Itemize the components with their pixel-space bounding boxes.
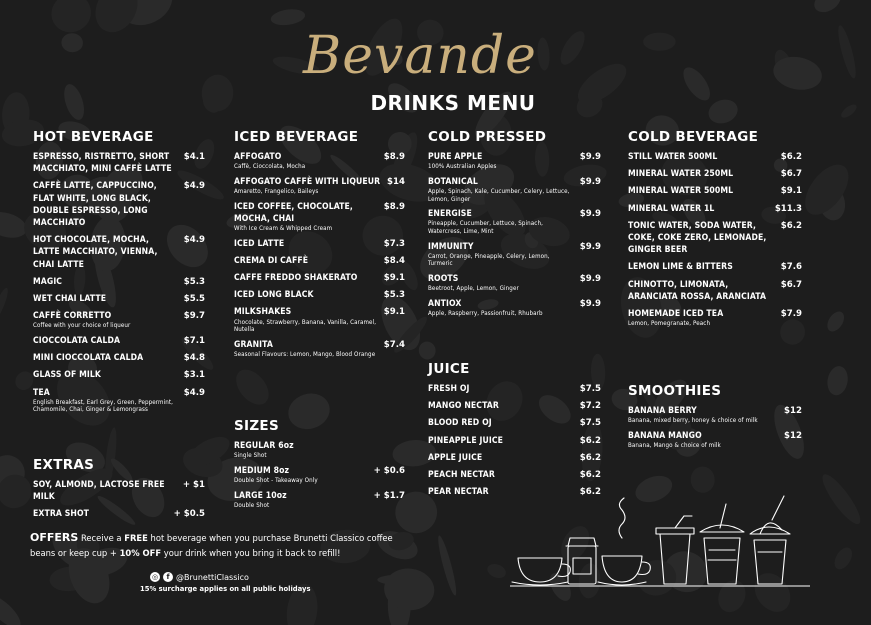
menu-item-text bbox=[234, 306, 378, 333]
menu-item bbox=[33, 479, 205, 503]
menu-item-price: $11.3 bbox=[774, 203, 802, 214]
menu-item-name: TEA bbox=[33, 387, 50, 398]
menu-item bbox=[628, 405, 802, 425]
section-heading: SMOOTHIES bbox=[628, 383, 722, 399]
terrazzo-chip bbox=[60, 82, 88, 123]
terrazzo-chip bbox=[831, 544, 856, 572]
terrazzo-chip bbox=[230, 363, 276, 410]
menu-item-name: EXTRA SHOT bbox=[33, 509, 90, 520]
menu-item-text bbox=[33, 276, 62, 288]
menu-item-name: WET CHAI LATTE bbox=[33, 294, 107, 305]
menu-item-price: $6.7 bbox=[780, 169, 802, 180]
menu-item-price: $7.6 bbox=[780, 262, 802, 273]
menu-item-price: $6.2 bbox=[579, 435, 601, 446]
section-heading: ICED BEVERAGE bbox=[234, 129, 359, 145]
menu-item bbox=[628, 279, 802, 303]
menu-item-price: $9.7 bbox=[183, 311, 205, 322]
terrazzo-chip bbox=[678, 63, 715, 105]
menu-item-name: MINI CIOCCOLATA CALDA bbox=[33, 353, 144, 364]
menu-item bbox=[33, 293, 205, 305]
menu-item-text bbox=[428, 176, 574, 203]
menu-item bbox=[33, 151, 205, 175]
menu-item-price: $7.4 bbox=[383, 339, 405, 350]
instagram-icon: ◎ bbox=[151, 573, 159, 581]
menu-item bbox=[234, 490, 405, 510]
terrazzo-chip bbox=[417, 340, 437, 361]
menu-item-description: Carrot, Orange, Pineapple, Celery, Lemon, Turmeric bbox=[428, 252, 550, 268]
menu-item-name: ICED COFFEE, CHOCOLATE, MOCHA, CHAI bbox=[234, 201, 353, 224]
menu-item bbox=[428, 417, 601, 429]
menu-item-description: Single Shot bbox=[234, 452, 267, 460]
menu-item bbox=[234, 339, 405, 359]
menu-item-price: $6.2 bbox=[579, 470, 601, 481]
menu-item-text bbox=[33, 387, 178, 414]
menu-item bbox=[234, 255, 405, 267]
menu-item-text bbox=[628, 203, 714, 215]
menu-item-name: AFFOGATO CAFFÈ WITH LIQUEUR bbox=[234, 176, 381, 187]
menu-item-name: TONIC WATER, SODA WATER, COKE, COKE ZERO, LEMONADE, GINGER BEER bbox=[628, 220, 767, 256]
menu-item-description: English Breakfast, Earl Grey, Green, Peppermint, Chamomile, Chai, Ginger & Lemongrass bbox=[33, 398, 173, 414]
menu-item-text bbox=[628, 261, 733, 273]
menu-item-text bbox=[33, 310, 130, 330]
menu-item-price: $12 bbox=[784, 406, 802, 416]
section-heading: HOT BEVERAGE bbox=[33, 129, 154, 145]
menu-item-name: BLOOD RED OJ bbox=[428, 418, 492, 429]
menu-item-name: PEACH NECTAR bbox=[428, 470, 495, 481]
facebook-icon: f bbox=[163, 572, 173, 582]
extras-section bbox=[33, 457, 205, 526]
menu-item-price: $5.3 bbox=[183, 276, 205, 287]
menu-item-text bbox=[428, 241, 574, 268]
menu-item bbox=[428, 241, 601, 268]
terrazzo-chip bbox=[824, 309, 848, 335]
menu-item-price: $5.5 bbox=[183, 294, 205, 305]
section-heading: SIZES bbox=[234, 418, 279, 434]
menu-item-name: AFFOGATO bbox=[234, 152, 282, 162]
menu-item-name: LARGE 10oz bbox=[234, 490, 287, 501]
menu-item-name: MANGO NECTAR bbox=[428, 401, 499, 412]
menu-item bbox=[33, 387, 205, 414]
menu-item-name: HOMEMADE ICED TEA bbox=[628, 309, 724, 320]
terrazzo-chip bbox=[0, 590, 25, 625]
menu-item bbox=[234, 289, 405, 301]
menu-item-name: CAFFE FREDDO SHAKERATO bbox=[234, 273, 358, 283]
menu-item-price: $9.9 bbox=[579, 241, 601, 252]
menu-item-price: $9.9 bbox=[579, 298, 601, 309]
menu-item-name: BANANA BERRY bbox=[628, 406, 697, 416]
menu-item-name: ENERGISE bbox=[428, 209, 472, 220]
menu-item-text bbox=[234, 238, 284, 250]
menu-item-name: ANTIOX bbox=[428, 298, 462, 309]
social-handle-text: @BrunettiClassico bbox=[176, 572, 249, 582]
menu-item-price: $9.1 bbox=[383, 307, 405, 318]
menu-item-name: CREMA DI CAFFÈ bbox=[234, 255, 309, 266]
terrazzo-chip bbox=[839, 102, 859, 120]
menu-item bbox=[428, 452, 601, 464]
offers-free: FREE bbox=[124, 533, 148, 543]
menu-item bbox=[428, 383, 601, 395]
menu-item-description: Seasonal Flavours: Lemon, Mango, Blood Orange bbox=[234, 351, 376, 358]
terrazzo-chip bbox=[817, 470, 866, 528]
section-heading: EXTRAS bbox=[33, 457, 95, 473]
menu-item bbox=[628, 220, 802, 257]
menu-item-name: APPLE JUICE bbox=[428, 452, 483, 463]
menu-item-text bbox=[628, 185, 733, 197]
menu-item-text bbox=[234, 272, 357, 284]
menu-item-description: Coffee with your choice of liqueur bbox=[33, 322, 131, 330]
menu-item-text bbox=[33, 352, 143, 364]
menu-item-description: With Ice Cream & Whipped Cream bbox=[234, 225, 333, 232]
menu-item bbox=[234, 238, 405, 250]
menu-item-text bbox=[234, 151, 305, 171]
menu-item bbox=[234, 440, 405, 460]
menu-item-text bbox=[428, 151, 497, 171]
menu-item-price: $6.2 bbox=[579, 452, 601, 463]
menu-item-description: Apple, Raspberry, Passionfruit, Rhubarb bbox=[428, 309, 543, 317]
menu-item-name: FRESH OJ bbox=[428, 384, 470, 394]
menu-item-price: $6.7 bbox=[780, 279, 802, 290]
menu-item-text bbox=[33, 234, 178, 271]
cold-pressed-section bbox=[428, 129, 601, 323]
offers-text-1: Receive a bbox=[78, 533, 125, 543]
menu-item-name: MILKSHAKES bbox=[234, 307, 292, 318]
menu-item-description: Caffè, Cioccolata, Mocha bbox=[234, 163, 306, 171]
menu-item-description: Banana, Mango & choice of milk bbox=[628, 442, 721, 449]
menu-item-name: CHINOTTO, LIMONATA, ARANCIATA ROSSA, ARANCIATA bbox=[628, 279, 767, 302]
menu-item-text bbox=[628, 430, 721, 450]
smoothies-section bbox=[628, 383, 802, 455]
menu-item-description: Lemon, Pomegranate, Peach bbox=[628, 320, 711, 328]
menu-item bbox=[33, 234, 205, 271]
menu-item-name: PEAR NECTAR bbox=[428, 487, 489, 498]
menu-item bbox=[428, 298, 601, 318]
menu-item-name: CIOCCOLATA CALDA bbox=[33, 336, 121, 347]
menu-item-text bbox=[628, 220, 775, 257]
menu-item-text bbox=[428, 435, 503, 447]
menu-item-name: GRANITA bbox=[234, 339, 273, 350]
menu-item-price: + $1.7 bbox=[373, 490, 405, 501]
menu-item-name: HOT CHOCOLATE, MOCHA, LATTE MACCHIATO, VIENNA, CHAI LATTE bbox=[33, 235, 158, 270]
menu-item-description: Banana, mixed berry, honey & choice of milk bbox=[628, 417, 758, 425]
menu-item-description: 100% Australian Apples bbox=[428, 163, 497, 171]
menu-item bbox=[33, 352, 205, 364]
menu-item-name: REGULAR 6oz bbox=[234, 441, 294, 451]
section-heading: COLD BEVERAGE bbox=[628, 129, 759, 145]
cold-beverage-section bbox=[628, 129, 802, 333]
menu-item bbox=[628, 151, 802, 163]
sizes-section bbox=[234, 418, 405, 514]
terrazzo-chip bbox=[556, 27, 590, 68]
hot-beverage-section bbox=[33, 129, 205, 419]
menu-item-text bbox=[33, 293, 106, 305]
menu-item bbox=[33, 276, 205, 288]
menu-item bbox=[628, 203, 802, 215]
menu-item-price: $7.5 bbox=[579, 384, 601, 394]
menu-item-text bbox=[234, 339, 375, 359]
menu-item-price: + $0.5 bbox=[173, 509, 205, 520]
terrazzo-chip bbox=[485, 561, 508, 580]
menu-item-name: CAFFÈ CORRETTO bbox=[33, 311, 112, 322]
menu-item-description: Amaretto, Frangelico, Baileys bbox=[234, 188, 319, 195]
menu-item-price: + $1 bbox=[182, 480, 205, 490]
menu-item-name: MINERAL WATER 500ML bbox=[628, 186, 734, 197]
menu-item bbox=[33, 335, 205, 347]
menu-item-name: BOTANICAL bbox=[428, 176, 478, 187]
offers-discount: 10% OFF bbox=[119, 548, 162, 558]
menu-item bbox=[234, 201, 405, 233]
menu-item-price: $8.9 bbox=[383, 201, 405, 212]
menu-item-price: $7.1 bbox=[183, 336, 205, 347]
surcharge-note: 15% surcharge applies on all public holidays bbox=[140, 585, 311, 593]
menu-title-script: Bevande bbox=[303, 26, 537, 86]
menu-item-name: ROOTS bbox=[428, 273, 459, 284]
section-heading: COLD PRESSED bbox=[428, 129, 547, 145]
menu-item-text bbox=[428, 417, 492, 429]
menu-item bbox=[628, 261, 802, 273]
terrazzo-chip bbox=[61, 32, 84, 53]
menu-item-description: Chocolate, Strawberry, Banana, Vanilla, Caramel, Nutella bbox=[234, 318, 377, 334]
menu-item bbox=[33, 369, 205, 381]
menu-item-text bbox=[234, 465, 318, 485]
menu-item-price: $9.9 bbox=[579, 273, 601, 284]
menu-item bbox=[234, 176, 405, 196]
menu-item-text bbox=[628, 308, 723, 328]
menu-item-price: $7.3 bbox=[383, 238, 405, 249]
menu-item bbox=[428, 435, 601, 447]
social-handle bbox=[150, 572, 249, 582]
menu-item-text bbox=[234, 201, 378, 233]
menu-item-name: MAGIC bbox=[33, 276, 63, 287]
section-heading: JUICE bbox=[428, 361, 470, 377]
menu-item bbox=[234, 306, 405, 333]
menu-item-name: SOY, ALMOND, LACTOSE FREE MILK bbox=[33, 480, 165, 503]
menu-item-text bbox=[234, 440, 294, 460]
menu-item-name: MEDIUM 8oz bbox=[234, 465, 290, 476]
menu-item-price: $4.9 bbox=[183, 387, 205, 398]
terrazzo-chip bbox=[835, 24, 859, 80]
menu-item-text bbox=[628, 151, 717, 163]
menu-item-name: STILL WATER 500ML bbox=[628, 152, 718, 162]
terrazzo-chip bbox=[270, 7, 306, 27]
menu-item bbox=[628, 168, 802, 180]
menu-item-price: $12 bbox=[784, 430, 802, 441]
menu-item-text bbox=[33, 151, 178, 175]
menu-item-price: $9.9 bbox=[579, 209, 601, 220]
menu-item-text bbox=[234, 490, 287, 510]
menu-item-text bbox=[33, 369, 101, 381]
menu-item-price: $14 bbox=[387, 176, 405, 187]
menu-item-text bbox=[234, 289, 314, 301]
menu-item-text bbox=[628, 405, 758, 425]
menu-item-description: Double Shot bbox=[234, 501, 270, 509]
offers-label: OFFERS bbox=[30, 531, 79, 544]
menu-item bbox=[234, 465, 405, 485]
menu-item-price: $5.3 bbox=[383, 290, 405, 301]
menu-item-price: $7.2 bbox=[579, 401, 601, 412]
menu-item-price: $4.9 bbox=[183, 235, 205, 246]
menu-item-description: Apple, Spinach, Kale, Cucumber, Celery, Lettuce, Lemon, Ginger bbox=[428, 188, 570, 203]
menu-item-name: LEMON LIME & BITTERS bbox=[628, 262, 733, 273]
menu-item-price: $6.2 bbox=[780, 152, 802, 162]
menu-item-text bbox=[628, 279, 775, 303]
menu-item bbox=[33, 180, 205, 229]
menu-item-text bbox=[428, 273, 519, 293]
menu-item bbox=[628, 308, 802, 328]
menu-item-name: PURE APPLE bbox=[428, 152, 483, 162]
menu-item-name: ICED LONG BLACK bbox=[234, 290, 314, 301]
menu-item-name: IMMUNITY bbox=[428, 241, 474, 252]
menu-item-text bbox=[428, 469, 495, 481]
menu-item bbox=[234, 272, 405, 284]
terrazzo-chip bbox=[705, 96, 741, 127]
offers-note bbox=[30, 530, 410, 561]
menu-item-price: $9.1 bbox=[383, 273, 405, 283]
menu-item bbox=[428, 469, 601, 481]
menu-item-price: $4.9 bbox=[183, 181, 205, 192]
menu-item bbox=[428, 208, 601, 235]
terrazzo-chip bbox=[0, 286, 11, 322]
menu-item-name: GLASS OF MILK bbox=[33, 370, 102, 381]
menu-item-price: $6.2 bbox=[780, 220, 802, 231]
menu-item-price: $7.9 bbox=[780, 309, 802, 320]
terrazzo-chip bbox=[825, 364, 850, 396]
menu-item bbox=[628, 185, 802, 197]
menu-item bbox=[428, 400, 601, 412]
iced-beverage-section bbox=[234, 129, 405, 364]
menu-item-text bbox=[33, 335, 120, 347]
menu-item-name: ICED LATTE bbox=[234, 238, 285, 249]
menu-item-price: $4.8 bbox=[183, 353, 205, 364]
menu-item-name: ESPRESSO, RISTRETTO, SHORT MACCHIATO, MINI CAFFÈ LATTE bbox=[33, 152, 172, 175]
menu-item-text bbox=[234, 255, 308, 267]
menu-item-text bbox=[33, 508, 89, 520]
menu-item-price: $9.9 bbox=[579, 176, 601, 187]
juice-section bbox=[428, 361, 601, 503]
menu-item-price: $7.5 bbox=[579, 418, 601, 429]
menu-item-description: Double Shot - Takeaway Only bbox=[234, 477, 318, 484]
terrazzo-chip bbox=[643, 33, 676, 51]
menu-item-description: Beetroot, Apple, Lemon, Ginger bbox=[428, 285, 519, 293]
menu-item bbox=[234, 151, 405, 171]
menu-item-price: $8.4 bbox=[383, 255, 405, 266]
menu-item-name: MINERAL WATER 250ML bbox=[628, 169, 734, 180]
terrazzo-chip bbox=[435, 534, 459, 596]
menu-item bbox=[428, 176, 601, 203]
menu-item-text bbox=[428, 400, 499, 412]
menu-item-name: CAFFÈ LATTE, CAPPUCCINO, FLAT WHITE, LONG BLACK, DOUBLE ESPRESSO, LONG MACCHIATO bbox=[33, 181, 157, 229]
menu-item-text bbox=[428, 298, 543, 318]
menu-item-text bbox=[428, 208, 574, 235]
menu-item-text bbox=[33, 479, 177, 503]
menu-title-main: DRINKS MENU bbox=[370, 91, 536, 115]
menu-item bbox=[33, 310, 205, 330]
menu-item-text bbox=[428, 383, 470, 395]
menu-item-price: $4.1 bbox=[183, 152, 205, 162]
menu-item-name: BANANA MANGO bbox=[628, 430, 702, 441]
menu-item bbox=[428, 273, 601, 293]
menu-item-text bbox=[428, 486, 489, 498]
menu-item bbox=[33, 508, 205, 520]
menu-item bbox=[428, 151, 601, 171]
offers-text-2: hot beverage when you purchase Brunetti Classico coffee beans or keep cup + bbox=[30, 533, 393, 558]
menu-item-text bbox=[628, 168, 733, 180]
menu-item-name: MINERAL WATER 1L bbox=[628, 203, 715, 214]
menu-item bbox=[628, 430, 802, 450]
menu-item-price: + $0.6 bbox=[373, 465, 405, 476]
menu-item-price: $3.1 bbox=[183, 370, 205, 381]
menu-item-price: $9.1 bbox=[780, 186, 802, 197]
menu-item-name: PINEAPPLE JUICE bbox=[428, 435, 503, 446]
terrazzo-chip bbox=[810, 0, 844, 17]
menu-item-text bbox=[428, 452, 482, 464]
menu-item-price: $9.9 bbox=[579, 152, 601, 162]
menu-item-description: Pineapple, Cucumber, Lettuce, Spinach, Watercress, Lime, Mint bbox=[428, 220, 543, 235]
menu-item-text bbox=[234, 176, 380, 196]
menu-item-price: $8.9 bbox=[383, 152, 405, 162]
drinks-line-art-icon bbox=[510, 490, 810, 590]
menu-item-price: $6.2 bbox=[579, 487, 601, 498]
menu-item-text bbox=[33, 180, 178, 229]
offers-text-3: your drink when you bring it back to refill! bbox=[161, 548, 341, 558]
